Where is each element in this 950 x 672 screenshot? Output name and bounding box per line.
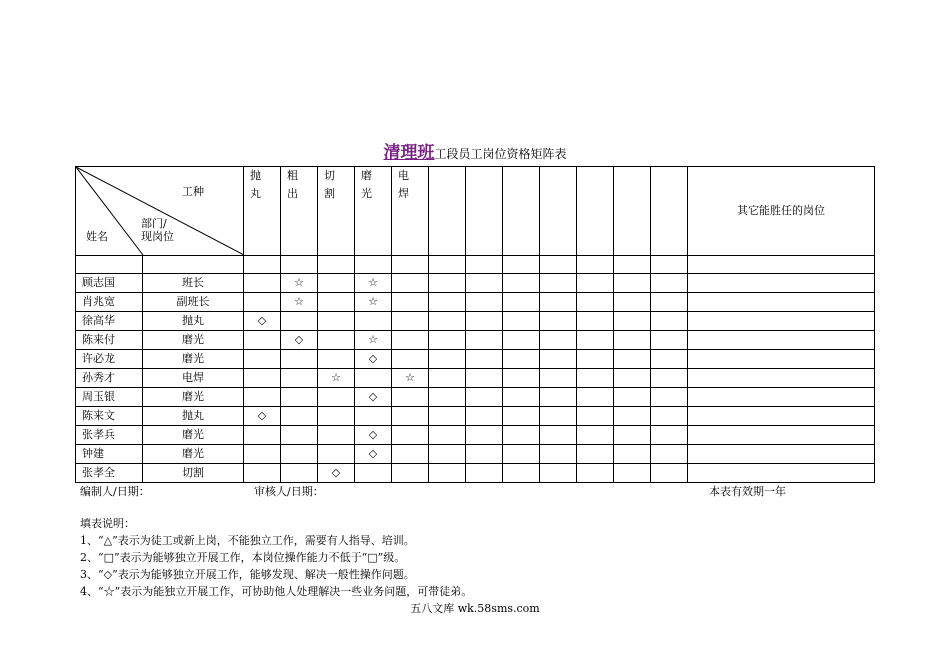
qualification-mark: [429, 369, 466, 388]
qualification-mark: [503, 407, 540, 426]
qualification-mark: [540, 445, 577, 464]
qualification-mark: ☆: [355, 293, 392, 312]
current-post: 磨光: [143, 331, 244, 350]
other-positions-cell: [688, 293, 875, 312]
document-title: [0, 142, 950, 165]
qualification-mark: [577, 331, 614, 350]
employee-name: 周玉银: [76, 388, 143, 407]
qualification-mark: [614, 445, 651, 464]
qualification-mark: [651, 274, 688, 293]
qualification-mark: [318, 350, 355, 369]
qualification-mark: [540, 331, 577, 350]
diagonal-header-cell: [76, 167, 244, 256]
qualification-mark: [614, 426, 651, 445]
corner-post-label: 现岗位: [141, 230, 174, 243]
validity-label: 本表有效期一年: [709, 485, 786, 498]
table-row: [76, 331, 875, 350]
qualification-mark: [466, 407, 503, 426]
qualification-mark: [651, 445, 688, 464]
qualification-mark: [355, 312, 392, 331]
qualification-mark: [281, 369, 318, 388]
current-post: 电焊: [143, 369, 244, 388]
qualification-mark: [466, 369, 503, 388]
qualification-mark: [318, 331, 355, 350]
qualification-mark: [651, 293, 688, 312]
current-post: 磨光: [143, 426, 244, 445]
qualification-mark: [614, 407, 651, 426]
note-item: 1、“△”表示为徒工或新上岗，不能独立工作，需要有人指导、培训。: [80, 534, 415, 547]
qualification-mark: [503, 388, 540, 407]
qualification-mark: [392, 274, 429, 293]
employee-name: 徐高华: [76, 312, 143, 331]
qualification-mark: [614, 274, 651, 293]
job-col-9: [577, 167, 614, 256]
qualification-mark: [244, 350, 281, 369]
qualification-mark: [540, 464, 577, 483]
table-row: [76, 312, 875, 331]
other-positions-cell: [688, 445, 875, 464]
other-positions-cell: [688, 274, 875, 293]
qualification-mark: [466, 445, 503, 464]
qualification-mark: [429, 445, 466, 464]
table-row: [76, 350, 875, 369]
qualification-mark: [651, 312, 688, 331]
qualification-mark: [503, 445, 540, 464]
qualification-mark: [392, 312, 429, 331]
qualification-mark: [651, 407, 688, 426]
qualification-mark: [281, 407, 318, 426]
qualification-mark: [392, 445, 429, 464]
qualification-mark: [577, 293, 614, 312]
qualification-mark: [318, 388, 355, 407]
qualification-mark: [577, 369, 614, 388]
notes-section: [80, 515, 472, 600]
current-post: 磨光: [143, 445, 244, 464]
employee-name: 许必龙: [76, 350, 143, 369]
qualification-mark: [651, 331, 688, 350]
job-col-3: 磨光: [355, 167, 392, 256]
table-row: [76, 369, 875, 388]
qualification-mark: [540, 426, 577, 445]
other-positions-cell: [688, 388, 875, 407]
qualification-mark: [466, 293, 503, 312]
qualification-mark: [318, 426, 355, 445]
qualification-mark: [355, 407, 392, 426]
job-col-5: [429, 167, 466, 256]
qualification-mark: [429, 388, 466, 407]
employee-name: 肖兆宽: [76, 293, 143, 312]
table-row: [76, 388, 875, 407]
job-col-2: 切割: [318, 167, 355, 256]
table-row: [76, 464, 875, 483]
qualification-mark: ◇: [318, 464, 355, 483]
qualification-mark: [355, 464, 392, 483]
qualification-mark: [540, 312, 577, 331]
qualification-matrix-table: [75, 166, 875, 483]
corner-job-label: 工种: [182, 185, 204, 198]
qualification-mark: [577, 388, 614, 407]
other-positions-header: 其它能胜任的岗位: [688, 167, 875, 256]
current-post: 抛丸: [143, 312, 244, 331]
note-item: 2、“□”表示为能够独立开展工作，本岗位操作能力不低于“□”级。: [80, 551, 406, 564]
qualification-mark: ◇: [355, 445, 392, 464]
qualification-mark: [392, 331, 429, 350]
job-col-7: [503, 167, 540, 256]
qualification-mark: [355, 369, 392, 388]
qualification-mark: [466, 350, 503, 369]
employee-name: 张孝全: [76, 464, 143, 483]
qualification-mark: [614, 464, 651, 483]
qualification-mark: [651, 350, 688, 369]
other-positions-cell: [688, 312, 875, 331]
qualification-mark: ☆: [318, 369, 355, 388]
qualification-mark: [466, 388, 503, 407]
qualification-mark: [614, 350, 651, 369]
current-post: 副班长: [143, 293, 244, 312]
job-col-8: [540, 167, 577, 256]
qualification-mark: [540, 407, 577, 426]
qualification-mark: [503, 350, 540, 369]
corner-name-label: 姓名: [86, 230, 108, 243]
other-positions-cell: [688, 350, 875, 369]
qualification-mark: [577, 445, 614, 464]
qualification-mark: [392, 407, 429, 426]
qualification-mark: [540, 369, 577, 388]
qualification-mark: [503, 331, 540, 350]
qualification-mark: [244, 426, 281, 445]
qualification-mark: [244, 388, 281, 407]
employee-name: 张孝兵: [76, 426, 143, 445]
qualification-mark: ☆: [392, 369, 429, 388]
reviewer-label: 审核人/日期：: [254, 485, 324, 498]
employee-name: 陈来付: [76, 331, 143, 350]
qualification-mark: [318, 445, 355, 464]
other-positions-cell: [688, 426, 875, 445]
job-col-4: 电焊: [392, 167, 429, 256]
other-positions-cell: [688, 407, 875, 426]
qualification-mark: [244, 369, 281, 388]
qualification-mark: [466, 464, 503, 483]
qualification-mark: ◇: [355, 350, 392, 369]
qualification-mark: [503, 293, 540, 312]
qualification-mark: [503, 426, 540, 445]
qualification-mark: [614, 312, 651, 331]
current-post: 班长: [143, 274, 244, 293]
job-col-1: 粗出: [281, 167, 318, 256]
job-col-6: [466, 167, 503, 256]
site-watermark-text: 五八文库 wk.58sms.com: [410, 602, 540, 615]
qualification-mark: [281, 312, 318, 331]
qualification-mark: [318, 293, 355, 312]
spacer-row: [76, 256, 875, 274]
qualification-mark: [429, 331, 466, 350]
qualification-mark: [429, 293, 466, 312]
qualification-mark: [429, 407, 466, 426]
job-col-0: 抛丸: [244, 167, 281, 256]
qualification-mark: [577, 464, 614, 483]
table-row: [76, 407, 875, 426]
table-row: [76, 426, 875, 445]
qualification-mark: [429, 312, 466, 331]
employee-name: 陈来文: [76, 407, 143, 426]
qualification-mark: [540, 350, 577, 369]
qualification-mark: ☆: [355, 331, 392, 350]
qualification-mark: [503, 274, 540, 293]
other-positions-cell: [688, 369, 875, 388]
employee-name: 孙秀才: [76, 369, 143, 388]
title-highlight: 清理班: [383, 143, 435, 163]
qualification-mark: [392, 293, 429, 312]
qualification-mark: [281, 426, 318, 445]
table-row: [76, 445, 875, 464]
qualification-mark: [503, 464, 540, 483]
qualification-mark: [244, 331, 281, 350]
qualification-mark: [651, 464, 688, 483]
qualification-mark: [244, 293, 281, 312]
other-positions-cell: [688, 331, 875, 350]
qualification-mark: [318, 274, 355, 293]
qualification-mark: ☆: [281, 293, 318, 312]
qualification-mark: [577, 312, 614, 331]
qualification-mark: ☆: [281, 274, 318, 293]
current-post: 磨光: [143, 388, 244, 407]
qualification-mark: [392, 350, 429, 369]
qualification-mark: [651, 369, 688, 388]
job-col-11: [651, 167, 688, 256]
qualification-mark: [577, 407, 614, 426]
qualification-mark: [466, 426, 503, 445]
qualification-mark: [318, 407, 355, 426]
qualification-mark: ◇: [244, 312, 281, 331]
qualification-mark: [429, 350, 466, 369]
qualification-mark: [651, 426, 688, 445]
employee-name: 顾志国: [76, 274, 143, 293]
qualification-mark: [466, 312, 503, 331]
qualification-mark: [614, 388, 651, 407]
current-post: 磨光: [143, 350, 244, 369]
corner-dept-label: 部门/: [141, 217, 167, 230]
qualification-mark: [281, 445, 318, 464]
qualification-mark: ◇: [355, 426, 392, 445]
qualification-mark: [281, 350, 318, 369]
qualification-mark: [429, 274, 466, 293]
qualification-mark: [503, 312, 540, 331]
qualification-mark: ◇: [355, 388, 392, 407]
qualification-mark: [540, 274, 577, 293]
qualification-mark: [614, 369, 651, 388]
qualification-mark: [540, 388, 577, 407]
qualification-mark: [466, 274, 503, 293]
qualification-mark: [244, 274, 281, 293]
qualification-mark: [577, 274, 614, 293]
qualification-mark: [244, 445, 281, 464]
qualification-mark: [614, 331, 651, 350]
qualification-mark: ◇: [281, 331, 318, 350]
qualification-mark: [392, 388, 429, 407]
current-post: 抛丸: [143, 407, 244, 426]
employee-name: 钟建: [76, 445, 143, 464]
qualification-mark: [651, 388, 688, 407]
note-item: 3、“◇”表示为能够独立开展工作，能够发现、解决一般性操作问题。: [80, 568, 415, 581]
qualification-mark: [577, 426, 614, 445]
qualification-mark: [281, 388, 318, 407]
note-item: 4、“☆”表示为能独立开展工作，可协助他人处理解决一些业务问题，可带徒弟。: [80, 585, 473, 598]
current-post: 切割: [143, 464, 244, 483]
title-rest: 工段员工岗位资格矩阵表: [434, 147, 567, 161]
table-row: [76, 274, 875, 293]
compiler-label: 编制人/日期：: [80, 485, 150, 498]
qualification-mark: [392, 464, 429, 483]
qualification-mark: [392, 426, 429, 445]
other-positions-cell: [688, 464, 875, 483]
qualification-mark: [466, 331, 503, 350]
qualification-mark: [429, 426, 466, 445]
qualification-mark: [503, 369, 540, 388]
header-row: [76, 167, 875, 256]
qualification-mark: [244, 464, 281, 483]
notes-heading: 填表说明：: [80, 517, 135, 530]
qualification-mark: [540, 293, 577, 312]
qualification-mark: [614, 293, 651, 312]
qualification-mark: [577, 350, 614, 369]
qualification-mark: [429, 464, 466, 483]
table-row: [76, 293, 875, 312]
qualification-mark: ☆: [355, 274, 392, 293]
qualification-mark: [318, 312, 355, 331]
qualification-mark: [281, 464, 318, 483]
job-col-10: [614, 167, 651, 256]
qualification-mark: ◇: [244, 407, 281, 426]
